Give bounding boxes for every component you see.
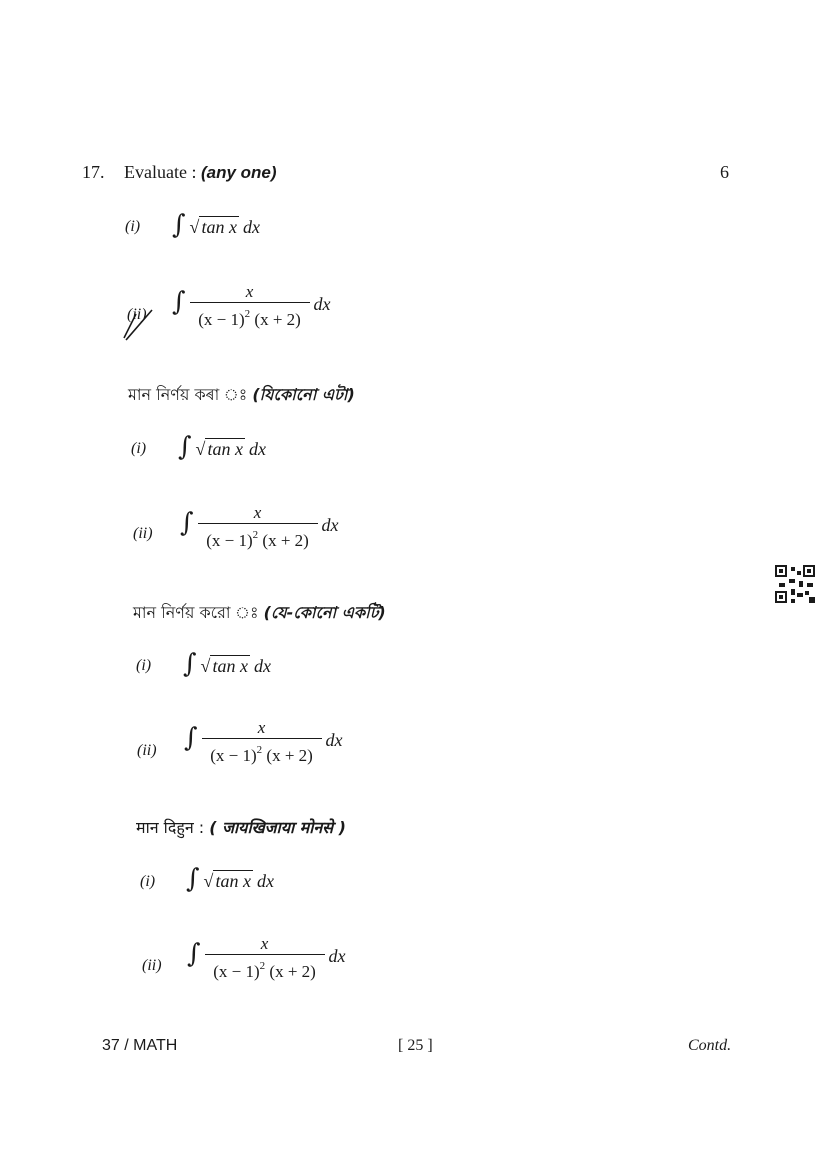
paper-code: 37 / MATH (102, 1037, 178, 1054)
numerator: x (253, 503, 262, 522)
radicand: tan x (215, 871, 251, 892)
fraction (198, 503, 318, 552)
integral-sign: ∫ (172, 287, 186, 318)
heading-text: मान दिहुन : (136, 818, 205, 837)
differential: dx (325, 730, 343, 751)
factor-a: (x − 1) (206, 531, 253, 550)
exponent: 2 (244, 308, 251, 320)
differential: dx (242, 217, 260, 237)
section-heading (128, 382, 355, 409)
part-label: (ii) (137, 742, 157, 759)
numerator: x (245, 282, 254, 301)
part-label: (i) (125, 218, 141, 235)
factor-b: (x + 2) (266, 746, 313, 765)
section-heading (133, 600, 386, 627)
fraction (190, 282, 310, 331)
radical-icon: √ (200, 656, 211, 676)
denominator (206, 524, 309, 552)
factor-a: (x − 1) (210, 746, 257, 765)
integral-ii (187, 934, 346, 983)
page-number: [ 25 ] (398, 1037, 433, 1054)
heading-note: (যে-কোনো একটি) (263, 603, 386, 622)
numerator: x (260, 934, 269, 953)
radical-icon: √ (189, 217, 200, 237)
square-root (204, 870, 253, 892)
radical-icon: √ (203, 871, 214, 891)
heading-note: ( जायखिजाया मोनसे ) (209, 818, 346, 837)
radicand: tan x (207, 439, 243, 460)
heading-text: মান নিৰ্ণয় কৰা ঃ (128, 385, 248, 404)
differential: dx (253, 656, 271, 676)
radicand: tan x (212, 656, 248, 677)
part-label: (ii) (133, 525, 153, 542)
integral-ii (172, 282, 331, 331)
radical-icon: √ (195, 439, 206, 459)
integral-i (178, 434, 266, 460)
differential: dx (321, 515, 339, 536)
radicand: tan x (201, 217, 237, 238)
integral-sign: ∫ (186, 864, 200, 894)
factor-b: (x + 2) (262, 531, 309, 550)
differential: dx (328, 946, 346, 967)
square-root (190, 216, 239, 238)
question-note: (any one) (200, 163, 277, 182)
part-label: (ii) (142, 957, 162, 974)
part-label: (i) (131, 440, 147, 457)
factor-b: (x + 2) (254, 310, 301, 329)
integral-i (172, 212, 260, 238)
exponent: 2 (259, 960, 266, 972)
differential: dx (248, 439, 266, 459)
question-marks: 6 (720, 162, 729, 182)
integral-ii (180, 503, 339, 552)
part-label: (ii) (127, 306, 147, 323)
denominator (210, 739, 313, 767)
denominator (213, 955, 316, 983)
heading-note: (যিকোনো এটা) (252, 385, 355, 404)
integral-sign: ∫ (172, 210, 186, 240)
heading-text: মান নির্ণয় করো ঃ (133, 603, 259, 622)
integral-sign: ∫ (187, 939, 201, 970)
numerator: x (257, 718, 266, 737)
square-root (196, 438, 245, 460)
question-instruction: Evaluate : (124, 162, 197, 182)
question-text (124, 162, 277, 183)
factor-b: (x + 2) (269, 962, 316, 981)
continued-note: Contd. (688, 1037, 732, 1054)
fraction (205, 934, 325, 983)
qr-code-icon (775, 565, 815, 603)
integral-sign: ∫ (180, 508, 194, 539)
part-label: (i) (136, 657, 152, 674)
exponent: 2 (252, 529, 259, 541)
denominator (198, 303, 301, 331)
square-root (201, 655, 250, 677)
integral-i (186, 866, 274, 892)
factor-a: (x − 1) (213, 962, 260, 981)
tick-mark-icon (122, 308, 156, 344)
part-label: (i) (140, 873, 156, 890)
differential: dx (256, 871, 274, 891)
integral-sign: ∫ (184, 723, 198, 754)
integral-sign: ∫ (183, 649, 197, 679)
integral-sign: ∫ (178, 432, 192, 462)
factor-a: (x − 1) (198, 310, 245, 329)
integral-ii (184, 718, 343, 767)
exponent: 2 (256, 744, 263, 756)
section-heading (136, 816, 346, 838)
question-number: 17. (82, 162, 105, 182)
differential: dx (313, 294, 331, 315)
fraction (202, 718, 322, 767)
integral-i (183, 651, 271, 677)
